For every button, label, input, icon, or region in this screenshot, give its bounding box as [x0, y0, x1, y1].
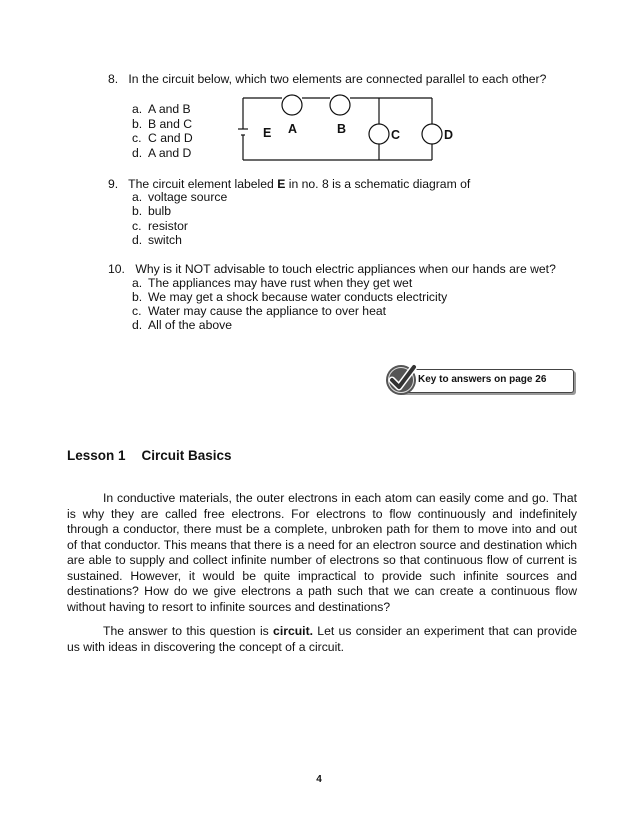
answer-key-text: Key to answers on page 26: [418, 374, 547, 385]
question-8: [108, 72, 546, 87]
label-C: C: [391, 128, 401, 142]
label-B: B: [337, 122, 347, 136]
checkmark-icon: [383, 361, 419, 397]
q10-option-b: b. We may get a shock because water conducts electricity: [132, 290, 448, 304]
q9-option-a: a. voltage source: [132, 190, 228, 204]
q8-option-b: b. B and C: [132, 117, 193, 131]
bulb-B: [330, 95, 350, 115]
label-D: D: [444, 128, 454, 142]
lesson-title: Circuit Basics: [141, 448, 232, 463]
circuit-diagram: [236, 92, 456, 164]
q9-option-c: c. resistor: [132, 219, 188, 233]
q10-option-a: a. The appliances may have rust when they get wet: [132, 276, 413, 290]
bulb-C: [369, 124, 389, 144]
label-A: A: [288, 122, 298, 136]
paragraph-2: The answer to this question is circuit. Let us consider an experiment that can provide us with ideas in discovering the concept of a circuit.: [67, 624, 578, 654]
question-9: 9. The circuit element labeled E in no. 8 is a schematic diagram of: [108, 177, 471, 191]
question-text: In the circuit below, which two elements are connected parallel to each other?: [128, 72, 547, 86]
q9-option-d: d. switch: [132, 233, 182, 247]
question-number: 9.: [108, 177, 119, 191]
question-number: 10.: [108, 262, 125, 276]
lesson-number: Lesson 1: [67, 448, 126, 463]
question-10: [108, 262, 556, 277]
q9-option-b: b. bulb: [132, 204, 172, 218]
question-number: 8.: [108, 72, 119, 86]
q8-option-d: d. A and D: [132, 146, 192, 160]
label-E: E: [263, 126, 272, 140]
bulb-D: [422, 124, 442, 144]
q10-option-c: c. Water may cause the appliance to over heat: [132, 304, 387, 318]
q8-option-a: a. A and B: [132, 102, 191, 116]
page-number: 4: [316, 774, 322, 785]
q8-option-c: c. C and D: [132, 131, 193, 145]
paragraph-1: In conductive materials, the outer electrons in each atom can easily come and go. That is why they are called free electrons. For electrons to flow continuously and indefinitely through a conductor, there must be a complete, unbroken path for them to move into and out of that conductor. This means that there is a need for an electron source and destination which are able to supply and collect infinite number of electrons so that continuous flow of current is sustained. However, it would be quite impractical to provide such infinite sources and destinations? How do we give electrons a path such that we can create a continuous flow without having to resort to infinite sources and destinations?: [67, 491, 577, 614]
question-text: Why is it NOT advisable to touch electric appliances when our hands are wet?: [135, 262, 556, 276]
lesson-heading: [67, 448, 232, 463]
q10-option-d: d. All of the above: [132, 318, 233, 332]
bulb-A: [282, 95, 302, 115]
